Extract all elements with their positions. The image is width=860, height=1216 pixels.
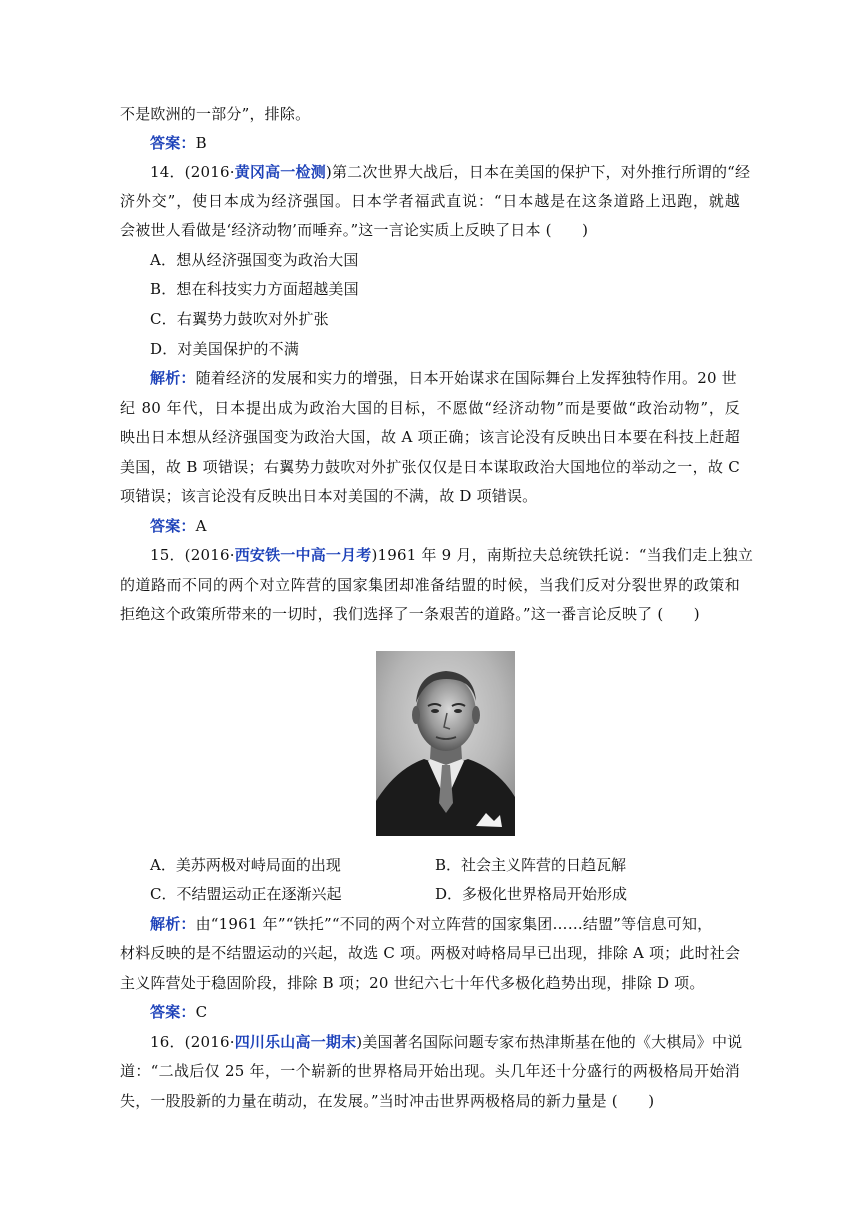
answer-label: 答案：: [150, 1003, 196, 1021]
answer-value: A: [195, 517, 207, 535]
analysis-14-line1: [150, 368, 740, 388]
text-line: 不是欧洲的一部分”，排除。: [120, 105, 311, 123]
question-15-option-c: C．不结盟运动正在逐渐兴起: [150, 885, 342, 903]
question-15-option-b: B．社会主义阵营的日趋瓦解: [435, 856, 627, 874]
analysis-14-line4: 美国，故 B 项错误；右翼势力鼓吹对外扩张仅仅是日本谋取政治大国地位的举动之一，故 C: [120, 458, 740, 476]
question-16-stem-line2: 道：“二战后仅 25 年，一个崭新的世界格局开始出现。头几年还十分盛行的两极格局开始消: [120, 1062, 740, 1080]
stem-text: )美国著名国际问题专家布热津斯基在他的《大棋局》中说: [356, 1033, 743, 1051]
analysis-label: 解析：: [150, 369, 196, 387]
question-15-stem-line2: 的道路而不同的两个对立阵营的国家集团却准备结盟的时候，当我们反对分裂世界的政策和: [120, 576, 740, 594]
analysis-15-line3: 主义阵营处于稳固阶段，排除 B 项；20 世纪六七十年代多极化趋势出现，排除 D 项。: [120, 974, 705, 992]
question-number: 16．(2016·: [150, 1033, 235, 1051]
question-14-option-a: A．想从经济强国变为政治大国: [150, 251, 359, 269]
analysis-15-line2: 材料反映的是不结盟运动的兴起，故选 C 项。两极对峙格局早已出现，排除 A 项；此时社会: [120, 944, 741, 962]
question-14-stem-line1: [150, 162, 770, 182]
question-14-stem-line2: 济外交”，使日本成为经济强国。日本学者福武直说：“日本越是在这条道路上迅跑，就越: [120, 192, 740, 210]
analysis-14-line3: 映出日本想从经济强国变为政治大国，故 A 项正确；该言论没有反映出日本要在科技上赶超: [120, 428, 740, 446]
question-14-option-d: D．对美国保护的不满: [150, 340, 300, 358]
stem-text: )1961 年 9 月，南斯拉夫总统铁托说：“当我们走上独立: [371, 546, 754, 564]
question-source: 四川乐山高一期末: [234, 1033, 357, 1051]
question-14-option-c: C．右翼势力鼓吹对外扩张: [150, 310, 329, 328]
question-16-stem-line1: [150, 1032, 770, 1052]
question-source: 黄冈高一检测: [234, 163, 326, 181]
question-15-option-d: D．多极化世界格局开始形成: [435, 885, 628, 903]
portrait-photo: [376, 651, 515, 836]
question-number: 15．(2016·: [150, 546, 235, 564]
stem-text: )第二次世界大战后，日本在美国的保护下，对外推行所谓的“经: [325, 163, 751, 181]
answer-13: [150, 133, 770, 153]
question-number: 14．(2016·: [150, 163, 235, 181]
question-15-stem-line1: [150, 545, 770, 565]
answer-label: 答案：: [150, 134, 196, 152]
analysis-14-line2: 纪 80 年代，日本提出成为政治大国的目标，不愿做“经济动物”而是要做“政治动物”，反: [120, 399, 740, 417]
analysis-text: 由“1961 年”“铁托”“不同的两个对立阵营的国家集团……结盟”等信息可知，: [195, 915, 713, 933]
question-15-option-a: A．美苏两极对峙局面的出现: [150, 856, 341, 874]
question-14-option-b: B．想在科技实力方面超越美国: [150, 280, 359, 298]
analysis-label: 解析：: [150, 915, 196, 933]
question-16-stem-line3: 失，一股股新的力量在萌动，在发展。”当时冲击世界两极格局的新力量是 ( ): [120, 1092, 655, 1110]
answer-15: [150, 1002, 770, 1022]
answer-14: [150, 516, 770, 536]
analysis-text: 随着经济的发展和实力的增强，日本开始谋求在国际舞台上发挥独特作用。20 世: [195, 369, 737, 387]
answer-value: C: [195, 1003, 208, 1021]
answer-label: 答案：: [150, 517, 196, 535]
answer-value: B: [195, 134, 207, 152]
question-15-stem-line3: 拒绝这个政策所带来的一切时，我们选择了一条艰苦的道路。”这一番言论反映了 ( ): [120, 605, 700, 623]
question-source: 西安铁一中高一月考: [234, 546, 372, 564]
analysis-14-line5: 项错误；该言论没有反映出日本对美国的不满，故 D 项错误。: [120, 487, 538, 505]
question-14-stem-line3: 会被世人看做是‘经济动物’而唾弃。”这一言论实质上反映了日本 ( ): [120, 221, 589, 239]
analysis-15-line1: [150, 914, 740, 934]
